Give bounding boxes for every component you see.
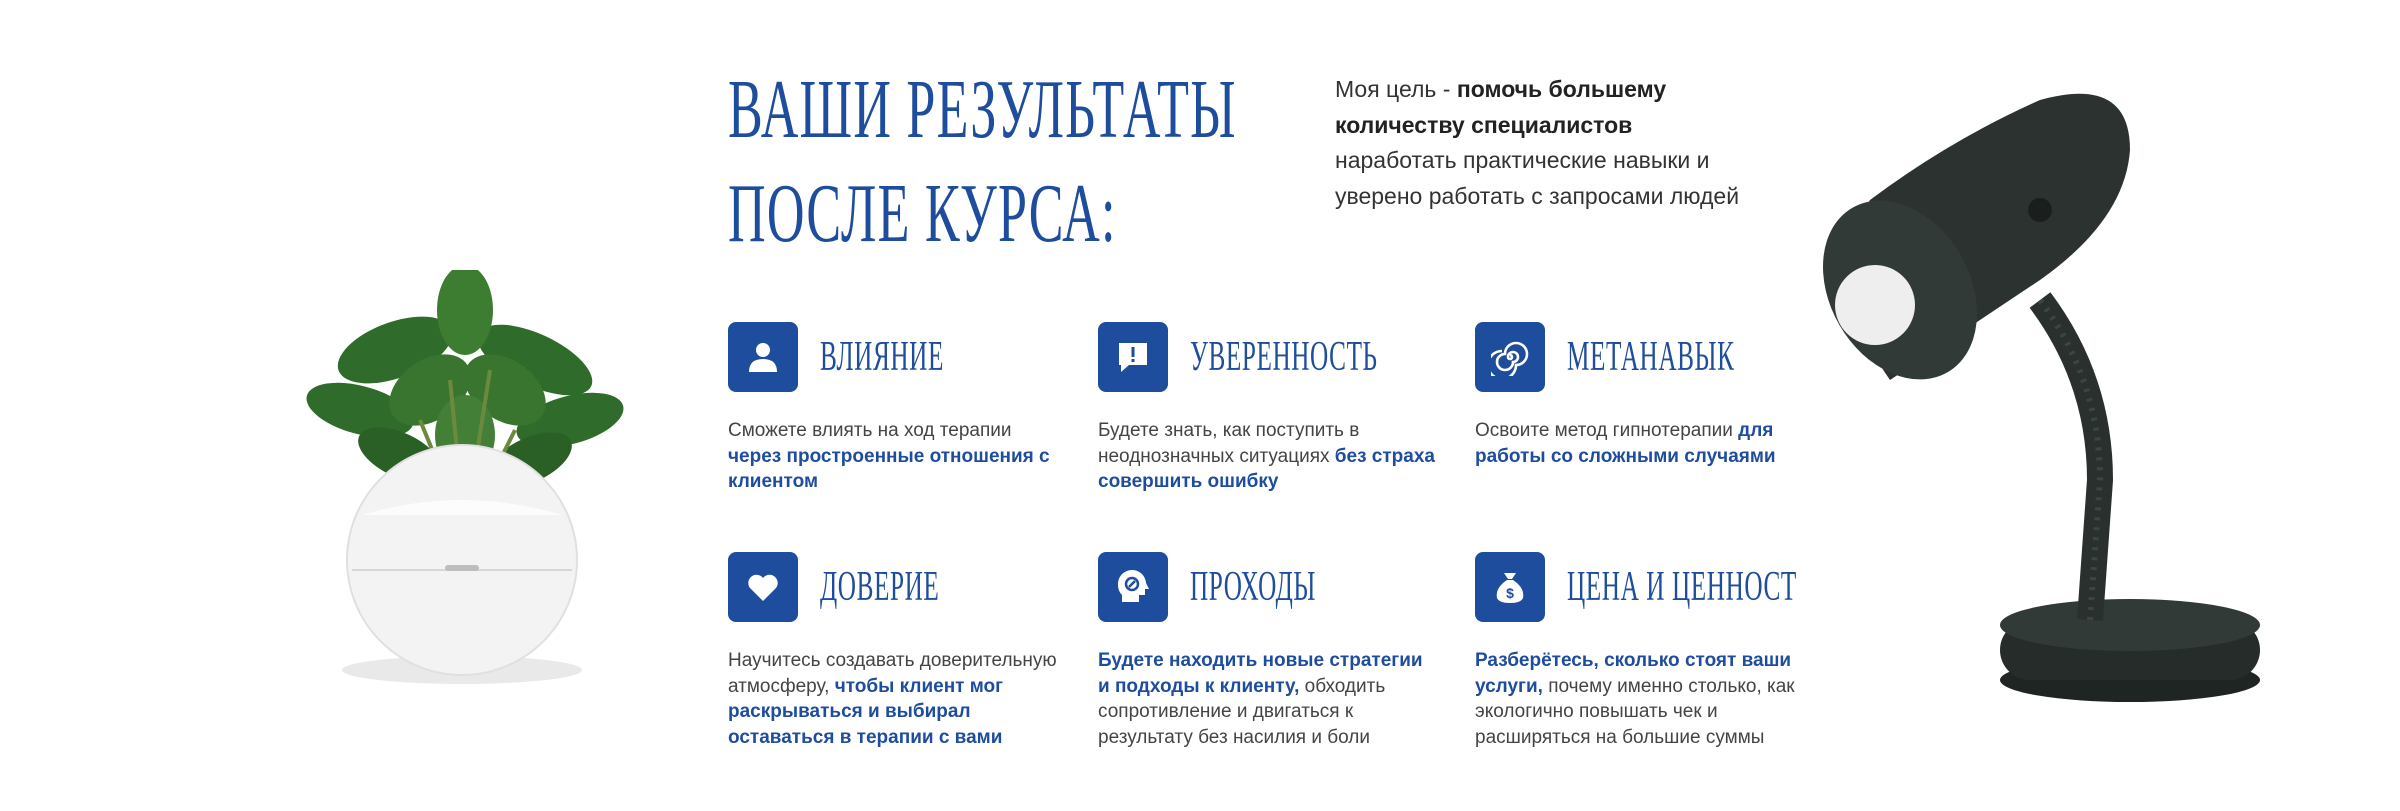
title-line-1: ВАШИ РЕЗУЛЬТАТЫ xyxy=(728,63,1237,156)
card-text-highlight: Разберётесь, сколько стоят ваши услуги, xyxy=(1475,650,1792,697)
card-trust xyxy=(728,552,1068,750)
card-text xyxy=(728,648,1068,750)
spiral-icon xyxy=(1475,322,1545,392)
plant-image xyxy=(280,270,650,740)
card-text-plain: Освоите метод гипнотерапии xyxy=(1475,420,1739,441)
title-line-2: ПОСЛЕ КУРСА: xyxy=(728,167,1117,260)
page-title xyxy=(728,58,1237,266)
card-title: УВЕРЕННОСТЬ xyxy=(1190,334,1378,380)
intro-text xyxy=(1335,72,1755,214)
card-influence xyxy=(728,322,1068,495)
card-text xyxy=(1098,418,1438,495)
card-approaches xyxy=(1098,552,1438,750)
card-text-after: обходить сопротивление и двигаться к результату без насилия и боли xyxy=(1098,675,1386,748)
money-bag-icon xyxy=(1475,552,1545,622)
card-title: ПРОХОДЫ xyxy=(1190,564,1316,610)
card-metaskill xyxy=(1475,322,1815,469)
head-idea-icon xyxy=(1098,552,1168,622)
card-text-after: почему именно столько, как экологично повышать чек и расширяться на большие суммы xyxy=(1475,675,1795,748)
intro-part-2: наработать практические навыки и уверено работать с запросами людей xyxy=(1335,147,1740,209)
alert-message-icon xyxy=(1098,322,1168,392)
intro-bold: помочь большему количеству специалистов xyxy=(1335,76,1667,138)
card-text-highlight: Будете находить новые стратегии и подходы к клиенту, xyxy=(1098,650,1423,697)
card-text-plain: Научитесь создавать доверительную атмосферу, xyxy=(728,650,1057,697)
card-text-plain: Сможете влиять на ход терапии xyxy=(728,420,1012,441)
card-text xyxy=(728,418,1068,495)
card-title: МЕТАНАВЫК xyxy=(1567,334,1735,380)
card-text xyxy=(1098,648,1438,750)
card-text-highlight: через простроенные отношения с клиентом xyxy=(728,445,1050,492)
desk-lamp-image xyxy=(1800,80,2280,720)
intro-part-1: Моя цель - xyxy=(1335,76,1457,102)
svg-text:$: $ xyxy=(1506,585,1514,601)
card-price-value xyxy=(1475,552,1815,750)
card-confidence xyxy=(1098,322,1438,495)
card-text xyxy=(1475,418,1815,469)
card-title: ДОВЕРИЕ xyxy=(820,564,940,610)
card-title: ВЛИЯНИЕ xyxy=(820,334,944,380)
card-text-highlight: чтобы клиент мог раскрываться и выбирал оставаться в терапии с вами xyxy=(728,675,1004,748)
heart-icon xyxy=(728,552,798,622)
card-title: ЦЕНА И ЦЕННОСТ xyxy=(1567,564,1797,610)
card-text xyxy=(1475,648,1815,750)
card-text-highlight: для работы со сложными случаями xyxy=(1475,420,1776,467)
user-icon xyxy=(728,322,798,392)
card-text-plain: Будете знать, как поступить в неоднозначных ситуациях xyxy=(1098,420,1360,467)
card-text-highlight: без страха совершить ошибку xyxy=(1098,445,1435,492)
